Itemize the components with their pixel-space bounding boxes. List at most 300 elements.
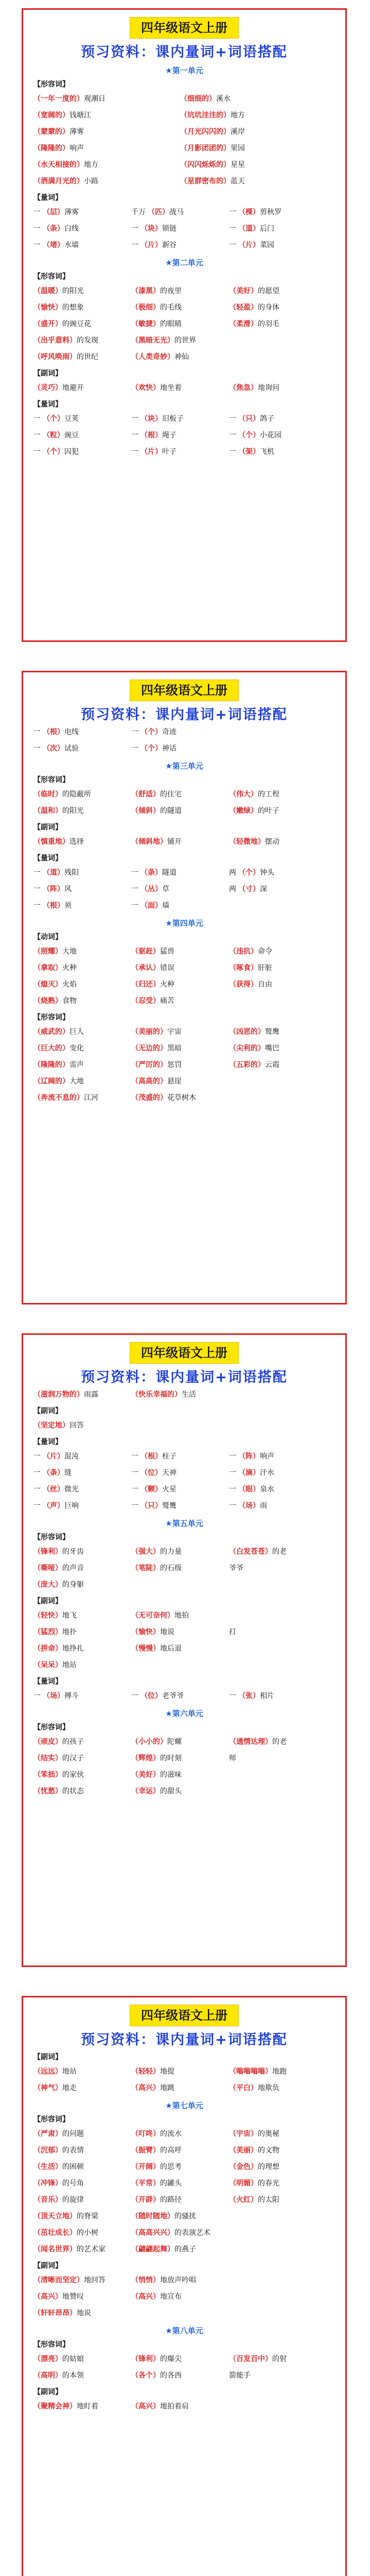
answer-word: （条） [43, 225, 64, 233]
word-class-heading: 【量词】 [33, 400, 62, 409]
numeral: 一 [229, 241, 236, 249]
answer-word: （美丽） [229, 2146, 258, 2155]
phrase-cell [180, 143, 334, 153]
answer-word: （辽阔的） [33, 1077, 69, 1086]
phrase-cell [131, 318, 229, 329]
answer-word: （神气） [33, 2084, 62, 2092]
phrase-row [33, 2079, 345, 2096]
phrase-word: 相片 [260, 1692, 274, 1700]
phrase-cell [131, 2145, 229, 2155]
phrase-cell [131, 2161, 229, 2172]
phrase-cell [229, 2066, 327, 2076]
phrase-cell [33, 285, 131, 296]
phrase-cell [131, 1769, 229, 1780]
answer-word: （小小的） [131, 1738, 167, 1746]
phrase-cell [33, 1690, 131, 1701]
phrase-cell [229, 382, 327, 393]
phrase-word: 悬崖 [167, 1077, 182, 1086]
answer-word: （柔滑） [229, 320, 258, 328]
answer-word: （尖利的） [229, 1044, 265, 1053]
phrase-word: 地欺负 [258, 2084, 279, 2092]
phrase-cell [131, 1736, 229, 1747]
answer-word: （倾斜） [131, 807, 160, 815]
answer-word: （凶恶的） [229, 1028, 265, 1036]
phrase-word: 的身体 [258, 303, 279, 312]
answer-word: （无边的） [131, 1044, 167, 1053]
phrase-word: 战马 [169, 208, 184, 216]
phrase-cell [131, 2194, 229, 2205]
phrase-word: 打 [229, 1628, 236, 1636]
phrase-row [33, 1623, 345, 1640]
word-class-heading: 【副词】 [33, 1407, 62, 1415]
phrase-word: 的爆尖 [160, 2355, 182, 2363]
phrase-cell [131, 867, 229, 877]
phrase-word: 响声 [260, 1452, 274, 1461]
answer-word: （锋利） [33, 1548, 62, 1556]
phrase-cell [131, 240, 229, 250]
phrase-cell [229, 805, 327, 816]
phrase-word: 的隐蔽所 [62, 790, 91, 799]
phrase-cell [131, 1076, 229, 1086]
phrase-cell [229, 446, 327, 456]
answer-word: （五彩的） [229, 1061, 265, 1069]
phrase-word: 江河 [84, 1094, 98, 1102]
phrase-cell [33, 430, 131, 440]
phrase-word: 的想象 [62, 303, 84, 312]
answer-word: （振臂） [131, 2146, 160, 2155]
phrase-row [33, 107, 345, 123]
phrase-word: 溪水 [216, 95, 231, 103]
answer-word: （只） [140, 1502, 162, 1510]
answer-word: （照耀） [33, 947, 62, 956]
phrase-cell [33, 413, 131, 423]
phrase-row [33, 156, 345, 173]
phrase-word: 柱子 [162, 1452, 177, 1461]
answer-word: （眼） [238, 1485, 260, 1494]
phrase-word: 新谷 [162, 241, 177, 249]
phrase-row [33, 299, 345, 315]
answer-word: （呼风唤雨） [33, 353, 77, 361]
page-title: 四年级语文上册 [130, 17, 239, 39]
answer-word: （忧愁） [33, 1787, 62, 1795]
phrase-word: 囚犯 [64, 448, 79, 456]
unit-heading: ★第七单元 [165, 2101, 203, 2110]
unit-heading: ★第五单元 [165, 1519, 203, 1528]
numeral: 一 [229, 225, 236, 233]
phrase-row [33, 1073, 345, 1089]
phrase-word: 地坐着 [160, 384, 182, 392]
phrase-row [33, 1464, 345, 1481]
answer-word: （漆黑） [131, 287, 160, 295]
phrase-cell [33, 1786, 131, 1796]
phrase-cell [131, 946, 229, 956]
phrase-word: 神仙 [174, 353, 189, 361]
phrase-cell [33, 2178, 131, 2188]
word-class-heading: 【副词】 [33, 2053, 62, 2061]
phrase-word: 钱塘江 [69, 111, 91, 120]
word-class-heading: 【形容词】 [33, 2341, 69, 2349]
phrase-row [33, 786, 345, 802]
phrase-cell [180, 110, 334, 120]
phrase-row [33, 348, 345, 365]
phrase-row [33, 959, 345, 976]
phrase-cell [33, 2244, 131, 2254]
numeral: 一 [33, 448, 41, 456]
phrase-cell [131, 726, 229, 737]
answer-word: （各个） [131, 2371, 160, 2380]
phrase-cell [33, 2128, 131, 2139]
phrase-cell [131, 2244, 229, 2254]
phrase-cell [131, 413, 229, 423]
phrase-row [33, 1687, 345, 1704]
phrase-word: 的隧道 [160, 807, 182, 815]
page-subtitle: 预习资料：课内量词+词语搭配 [81, 707, 288, 723]
phrase-word: 师 [229, 1754, 236, 1762]
phrase-word: 火星 [162, 1485, 177, 1494]
phrase-word: 命令 [258, 947, 272, 956]
phrase-word: 地询问 [258, 384, 279, 392]
word-class-heading: 【形容词】 [33, 1013, 69, 1022]
answer-word: （无可奈何） [131, 1612, 174, 1620]
answer-word: （片） [238, 241, 260, 249]
answer-word: （极细） [131, 303, 160, 312]
answer-word: （倾斜地） [131, 838, 167, 846]
phrase-cell [131, 2178, 229, 2188]
phrase-cell [131, 836, 229, 846]
phrase-word: 的叶子 [258, 807, 279, 815]
phrase-cell [33, 1753, 131, 1763]
numeral: 一 [33, 1502, 41, 1510]
phrase-cell [33, 1451, 131, 1461]
answer-word: （顶天立地） [33, 2212, 77, 2221]
phrase-word: 地方 [231, 111, 245, 120]
numeral: 一 [33, 1692, 41, 1700]
answer-word: （条） [43, 1469, 64, 1477]
phrase-cell [33, 867, 131, 877]
phrase-cell [33, 1043, 131, 1053]
phrase-word: 的石级 [160, 1564, 182, 1572]
phrase-word: 的阳光 [62, 807, 84, 815]
phrase-word: 的滋味 [160, 1771, 182, 1779]
phrase-row [33, 976, 345, 992]
phrase-word: 锁链 [162, 225, 177, 233]
phrase-word: 的骚扰 [174, 2212, 196, 2221]
phrase-word: 地站 [62, 2067, 77, 2076]
phrase-word: 飞机 [260, 448, 274, 456]
answer-word: （出乎意料） [33, 336, 77, 345]
answer-word: （轻微地） [229, 838, 265, 846]
phrase-cell [33, 93, 180, 104]
phrase-word: 雨 [260, 1502, 267, 1510]
phrase-row [33, 1386, 345, 1402]
phrase-word: 肝脏 [258, 964, 272, 972]
phrase-cell [33, 1500, 131, 1511]
answer-word: （沉郁） [33, 2146, 62, 2155]
phrase-cell [131, 1043, 229, 1053]
phrase-word: 汗水 [260, 1469, 274, 1477]
phrase-row [33, 1023, 345, 1040]
phrase-word: 的力量 [160, 1548, 182, 1556]
phrase-word: 巨响 [64, 1502, 79, 1510]
phrase-word: 的老 [272, 1548, 287, 1556]
phrase-row [33, 864, 345, 880]
phrase-word: 缝 [64, 1469, 72, 1477]
answer-word: （个） [140, 744, 162, 753]
answer-word: （美丽的） [131, 1028, 167, 1036]
phrase-row [33, 1766, 345, 1783]
phrase-cell [33, 1769, 131, 1780]
phrase-word: 墙 [162, 902, 169, 910]
phrase-word: 的理想 [258, 2163, 279, 2171]
phrase-cell [33, 2145, 131, 2155]
phrase-cell [33, 1626, 131, 1637]
numeral: 一 [229, 448, 236, 456]
phrase-word: 菜园 [260, 241, 274, 249]
phrase-cell [33, 318, 131, 329]
answer-word: （明媚） [229, 2179, 258, 2188]
phrase-word: 蓝天 [231, 177, 245, 185]
phrase-cell [33, 836, 131, 846]
answer-word: （丛） [140, 885, 162, 893]
numeral: 一 [229, 1485, 236, 1494]
answer-word: （漂亮） [33, 2355, 62, 2363]
numeral: 一 [33, 225, 41, 233]
phrase-word: 选择 [69, 838, 84, 846]
phrase-cell [33, 1059, 131, 1070]
answer-word: （叮咚） [131, 2130, 160, 2138]
answer-word: （随时随地） [131, 2212, 174, 2221]
numeral: 两 [229, 885, 236, 893]
phrase-word: 的春光 [258, 2179, 279, 2188]
phrase-cell [131, 1563, 229, 1573]
phrase-cell [33, 159, 180, 170]
phrase-word: 奇迹 [162, 728, 177, 736]
phrase-cell [33, 979, 131, 989]
phrase-word: 的身躯 [62, 1581, 84, 1589]
phrase-word: 生活 [182, 1391, 196, 1399]
phrase-cell [229, 1690, 327, 1701]
phrase-row [33, 1607, 345, 1623]
word-class-heading: 【形容词】 [33, 776, 69, 784]
answer-word: （黑暗无光） [131, 336, 174, 345]
phrase-word: 地扑 [62, 1628, 77, 1636]
phrase-word: 黑暗 [167, 1044, 182, 1053]
phrase-cell [229, 1736, 327, 1747]
answer-word: （拿取） [33, 964, 62, 972]
answer-word: （开辟） [131, 2196, 160, 2204]
phrase-word: 摆动 [265, 838, 279, 846]
phrase-cell [33, 805, 131, 816]
phrase-cell [131, 2291, 229, 2301]
phrase-word: 须 [64, 902, 72, 910]
answer-word: （忍受） [131, 997, 160, 1005]
phrase-word: 鸽子 [260, 415, 274, 423]
phrase-word: 的奥秘 [258, 2130, 279, 2138]
phrase-cell [229, 836, 327, 846]
phrase-word: 的文物 [258, 2146, 279, 2155]
phrase-word: 的流水 [160, 2130, 182, 2138]
phrase-word: 地赞叹 [62, 2293, 84, 2301]
phrase-word: 小路 [84, 177, 98, 185]
phrase-cell [33, 143, 180, 153]
answer-word: （结实） [33, 1754, 62, 1762]
phrase-word: 的世纪 [77, 353, 98, 361]
phrase-word: 试验 [64, 744, 79, 753]
numeral: 一 [229, 1502, 236, 1510]
phrase-row [33, 379, 345, 396]
phrase-word: 云霞 [265, 1061, 279, 1069]
phrase-word: 的旋律 [62, 2196, 84, 2204]
phrase-word: 小花园 [260, 431, 281, 439]
phrase-row [33, 443, 345, 460]
answer-word: （烧熟） [33, 997, 62, 1005]
phrase-word: 残阳 [64, 869, 79, 877]
phrase-cell [131, 900, 229, 910]
phrase-cell [229, 946, 327, 956]
phrase-cell [229, 1500, 327, 1511]
phrase-row [33, 1056, 345, 1073]
phrase-word: 的眼睛 [160, 320, 182, 328]
numeral: 一 [229, 431, 236, 439]
phrase-cell [33, 900, 131, 910]
phrase-word: 的思考 [160, 2163, 182, 2171]
answer-word: （熄灭） [33, 980, 62, 989]
phrase-word: 的老 [272, 1738, 287, 1746]
phrase-cell [131, 1484, 229, 1494]
answer-word: （获得） [229, 980, 258, 989]
word-class-heading: 【量词】 [33, 854, 62, 862]
answer-word: （宇宙） [229, 2130, 258, 2138]
answer-word: （层） [43, 208, 64, 216]
phrase-word: 的艺术家 [77, 2245, 105, 2253]
phrase-word: 旧板子 [162, 415, 184, 423]
answer-word: （笨拙） [33, 1771, 62, 1779]
phrase-word: 花草树木 [167, 1094, 196, 1102]
answer-word: （拼命） [33, 1645, 62, 1653]
phrase-cell [33, 2194, 131, 2205]
numeral: 两 [229, 869, 236, 877]
phrase-cell [131, 2066, 229, 2076]
answer-word: （冲锋） [33, 2179, 62, 2188]
phrase-cell [33, 2353, 131, 2364]
phrase-word: 地说 [77, 2309, 91, 2317]
page-subtitle: 预习资料：课内量词+词语搭配 [81, 2032, 288, 2048]
phrase-cell [131, 2128, 229, 2139]
answer-word: （阵） [43, 885, 64, 893]
answer-word: （巨大的） [33, 1044, 69, 1053]
word-class-heading: 【副词】 [33, 2388, 62, 2396]
answer-word: （承认） [131, 964, 160, 972]
phrase-row [33, 1089, 345, 1106]
answer-word: （严厉的） [131, 1061, 167, 1069]
phrase-word: 老爷爷 [162, 1692, 184, 1700]
answer-word: （音乐） [33, 2196, 62, 2204]
answer-word: （茁壮成长） [33, 2229, 77, 2237]
answer-word: （道） [238, 225, 260, 233]
phrase-cell [131, 1786, 229, 1796]
answer-word: （闻名世界） [33, 2245, 77, 2253]
phrase-word: 的表演艺术 [174, 2229, 210, 2237]
unit-heading: ★第八单元 [165, 2326, 203, 2335]
answer-word: （场） [43, 1692, 64, 1700]
phrase-cell [131, 805, 229, 816]
phrase-word: 自由 [258, 980, 272, 989]
phrase-row [33, 410, 345, 427]
phrase-cell [229, 1546, 327, 1556]
answer-word: （宽阔的） [33, 111, 69, 120]
phrase-row [33, 90, 345, 107]
answer-word: （违抗） [229, 947, 258, 956]
phrase-cell [33, 2275, 131, 2285]
phrase-cell [229, 962, 327, 973]
answer-word: （焦急） [229, 384, 258, 392]
phrase-cell [131, 351, 229, 362]
phrase-cell [131, 430, 229, 440]
phrase-cell [33, 335, 131, 345]
phrase-cell [33, 884, 131, 894]
numeral: 一 [229, 1692, 236, 1700]
phrase-word: 草 [162, 885, 169, 893]
answer-word: （丝） [43, 1485, 64, 1494]
phrase-cell [229, 1484, 327, 1494]
phrase-cell [131, 2401, 229, 2411]
phrase-cell [229, 285, 327, 296]
answer-word: （片） [140, 241, 162, 249]
numeral: 一 [33, 902, 41, 910]
phrase-cell [131, 995, 229, 1006]
phrase-word: 的脊梁 [77, 2212, 98, 2221]
answer-word: （次） [43, 744, 64, 753]
phrase-cell [180, 126, 334, 137]
numeral: 一 [131, 744, 138, 753]
answer-word: （阵） [238, 1452, 260, 1461]
phrase-word: 的罐头 [160, 2179, 182, 2188]
phrase-row [33, 2175, 345, 2191]
answer-word: （开阔） [131, 2163, 160, 2171]
answer-word: （月影团团的） [180, 144, 231, 152]
phrase-word: 地提 [160, 2067, 174, 2076]
answer-word: （清晰而坚定） [33, 2276, 84, 2284]
phrase-cell [131, 1643, 229, 1653]
answer-word: （猛烈） [33, 1628, 62, 1636]
phrase-word: 的声音 [62, 1564, 84, 1572]
phrase-word: 地放声吟唱 [160, 2276, 196, 2284]
phrase-word: 的号角 [62, 2179, 84, 2188]
phrase-cell [33, 995, 131, 1006]
page-title: 四年级语文上册 [130, 680, 239, 701]
answer-word: （架） [238, 448, 260, 456]
phrase-word: 搏斗 [64, 1692, 79, 1700]
phrase-word: 变化 [69, 1044, 84, 1053]
phrase-row [33, 1733, 345, 1750]
phrase-row [33, 1560, 345, 1576]
phrase-cell [131, 285, 229, 296]
answer-word: （庞大） [33, 1581, 62, 1589]
phrase-cell [131, 962, 229, 973]
answer-word: （白发苍苍） [229, 1548, 272, 1556]
phrase-cell [33, 1579, 131, 1589]
phrase-cell [33, 176, 180, 186]
answer-word: （个） [43, 415, 64, 423]
phrase-word: 的夜里 [160, 287, 182, 295]
phrase-cell [229, 1467, 327, 1478]
unit-heading: ★第一单元 [165, 66, 203, 75]
unit-heading: ★第六单元 [165, 1709, 203, 1718]
phrase-cell [180, 159, 334, 170]
phrase-word: 地说 [160, 1628, 174, 1636]
phrase-row [33, 173, 345, 189]
phrase-cell [229, 884, 327, 894]
